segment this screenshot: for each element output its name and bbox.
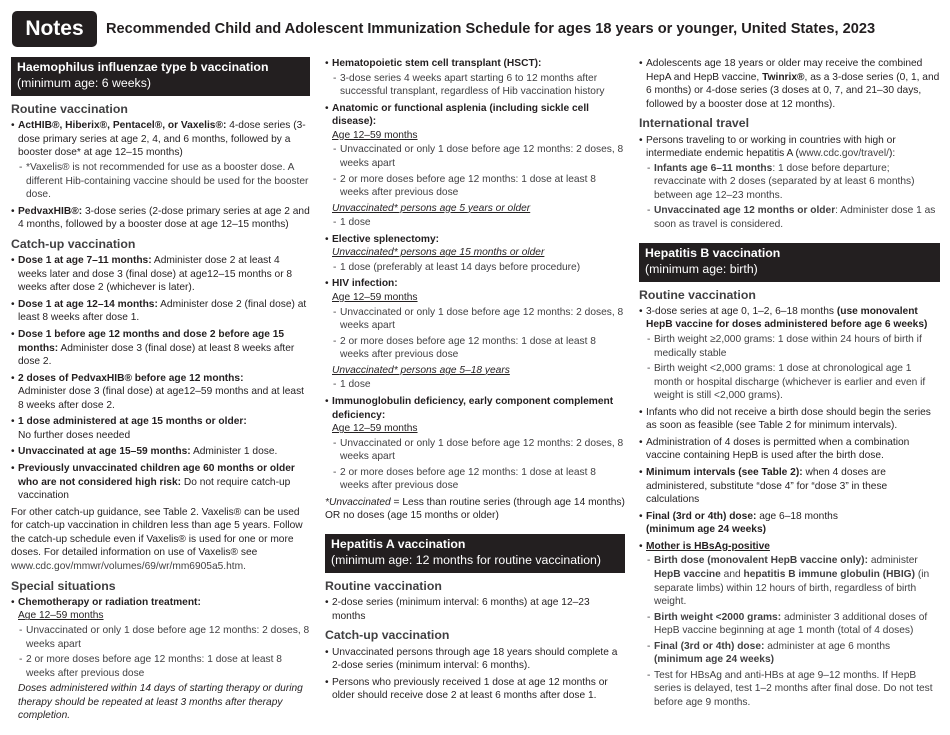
- item-text: 3-dose series (2-dose primary series at age 2 and 4 months, followed by a booster dose at age 12–15 months): [18, 205, 310, 231]
- sub-item: - 2 or more doses before age 12 months: 1 dose at least 8 weeks after previous dose: [332, 466, 625, 493]
- list-item: [325, 102, 625, 230]
- hib-catchup-list: [11, 254, 310, 503]
- sub-item: - 2 or more doses before age 12 months: 1 dose at least 8 weeks after previous dose: [332, 335, 625, 362]
- hepa-catchup-heading: Catch-up vaccination: [325, 628, 450, 643]
- sub-item: - 1 dose: [332, 378, 625, 392]
- list-item: [11, 119, 310, 201]
- item-text: , as a 3-dose series (0, 1, and 6 months) or 4-dose series (3 doses at 0, 7, and 21–30 days, followed by a booster dose at 12 months).: [646, 71, 940, 110]
- item-bold: HepB vaccine: [654, 568, 721, 580]
- item-bold: Twinrix®: [762, 71, 805, 83]
- item-text: Do not require catch-up vaccination: [18, 476, 291, 502]
- item-bold: Dose 1 at age 7–11 months:: [18, 255, 152, 267]
- hepa-travel-heading: International travel: [639, 116, 750, 131]
- hib-catchup-heading: Catch-up vaccination: [11, 236, 136, 251]
- item-text: 3-dose series at age 0, 1–2, 6–18 months: [646, 305, 837, 317]
- list-item: [325, 233, 625, 275]
- sub-item: - Unvaccinated or only 1 dose before age 12 months: 2 doses, 8 weeks apart: [332, 437, 625, 464]
- hepa-routine-list: [325, 596, 625, 623]
- hib-banner-subtitle: (minimum age: 6 weeks): [17, 75, 151, 90]
- hepb-routine-list: [639, 305, 940, 710]
- hepa-banner-title: Hepatitis A vaccination: [331, 537, 466, 551]
- note-text: For other catch-up guidance, see Table 2. Vaxelis® can be used for catch-up vaccination in children less than age 5 years. Follow the catch-up schedule even if Vaxelis® is used for one or more doses. For detailed information on use of Vaxelis® see: [11, 506, 303, 559]
- column-2: [325, 57, 625, 706]
- item-bold: Previously unvaccinated children age 60 months or older who are not considered high risk:: [18, 463, 295, 488]
- item-text: : Administer dose 1 as soon as travel is considered.: [654, 205, 936, 230]
- list-item: [11, 205, 310, 232]
- hib-special-list-cont: [325, 57, 625, 493]
- sub-item: - Unvaccinated or only 1 dose before age 12 months: 2 doses, 8 weeks apart: [332, 306, 625, 333]
- unvaccinated-footnote: [325, 496, 625, 523]
- item-text: administer: [867, 555, 918, 567]
- list-item: [325, 57, 625, 99]
- item-bold: • 2 doses of PedvaxHIB® before age 12 months:: [18, 372, 244, 384]
- age-label: Age 12–59 months: [18, 610, 104, 622]
- item-bold: Infants age 6–11 months: [654, 162, 773, 174]
- travel-link[interactable]: www.cdc.gov/travel/: [798, 148, 889, 160]
- footnote-text: = Less than routine series (through age 14 months) OR no doses (age 15 months or older): [325, 496, 625, 522]
- item-text: Administer dose 2 (final dose) at least 8 weeks after dose 1.: [18, 298, 307, 324]
- hepa-catchup-list: [325, 646, 625, 703]
- sub-item: - Birth weight ≥2,000 grams: 1 dose within 24 hours of birth if medically stable: [646, 333, 940, 360]
- hepa-routine-heading: Routine vaccination: [325, 578, 442, 593]
- item-bold: Dose 1 before age 12 months and dose 2 before age 15 months:: [18, 328, 285, 354]
- list-item: [11, 445, 310, 459]
- sub-item: [646, 611, 940, 638]
- mmwr-link[interactable]: www.cdc.gov/mmwr/volumes/69/wr/mm6905a5.htm.: [11, 560, 246, 572]
- list-item: [11, 372, 310, 413]
- list-item: • 2-dose series (minimum interval: 6 months) at age 12–23 months: [325, 596, 625, 623]
- list-item: [639, 466, 940, 507]
- list-item: [11, 254, 310, 295]
- footnote-term: *Unvaccinated: [325, 496, 391, 508]
- item-text: age 6–18 months: [756, 510, 838, 522]
- item-bold: ActHIB®, Hiberix®, Pentacel®, or Vaxelis®:: [18, 120, 227, 132]
- column-1: [11, 57, 310, 726]
- item-text: Administer dose 3 (final dose) at least 8 weeks after dose 2.: [18, 342, 295, 368]
- unvac-label: Unvaccinated* persons age 15 months or older: [332, 247, 545, 259]
- list-item: [11, 415, 310, 442]
- hib-banner: [11, 57, 310, 96]
- item-bold: Unvaccinated at age 15–59 months:: [18, 446, 191, 458]
- item-text: No further doses needed: [18, 429, 131, 441]
- list-item: [11, 328, 310, 369]
- list-item: [639, 57, 940, 111]
- hepa-travel-list: [639, 134, 940, 232]
- item-text: Administer dose 3 (final dose) at age12–59 months and at least 8 weeks after dose 2.: [18, 386, 304, 411]
- item-text: : 1 dose before departure; revaccinate with 2 doses (separated by at least 6 months) between age 12–23 months.: [654, 162, 915, 201]
- sub-item: - 2 or more doses before age 12 months: 1 dose at least 8 weeks after previous dose: [18, 653, 310, 680]
- list-item: [11, 298, 310, 325]
- list-item: [639, 134, 940, 232]
- sub-item: - 1 dose: [332, 216, 625, 230]
- sub-item: - Unvaccinated or only 1 dose before age 12 months: 2 doses, 8 weeks apart: [332, 143, 625, 170]
- list-item: [325, 395, 625, 493]
- hib-special-list: [11, 596, 310, 723]
- chemo-note: Doses administered within 14 days of starting therapy or during therapy should be repeated at least 3 months after therapy completion.: [18, 683, 303, 722]
- item-text: (in separate limbs) within 12 hours of birth, regardless of birth weight.: [654, 568, 930, 608]
- list-item: [639, 540, 940, 710]
- hepa-banner: [325, 534, 625, 573]
- item-bold: Chemotherapy or radiation treatment:: [18, 596, 201, 608]
- age-label: Age 12–59 months: [332, 423, 418, 435]
- item-text: administer 3 additional doses of HepB vaccine beginning at age 1 month (total of 4 doses): [654, 611, 928, 637]
- list-item: • Administration of 4 doses is permitted when a combination vaccine containing HepB is used after the birth dose.: [639, 436, 940, 463]
- sub-item: - 2 or more doses before age 12 months: 1 dose at least 8 weeks after previous dose: [332, 173, 625, 200]
- item-bold: hepatitis B immune globulin (HBIG): [743, 568, 915, 580]
- item-text: Persons traveling to or working in countries with high or intermediate endemic hepatitis A (: [646, 134, 896, 160]
- item-text: when 4 doses are administered, substitute “dose 4” for “dose 3” in these calculations: [646, 467, 888, 506]
- list-item: • Infants who did not receive a birth dose should begin the series as soon as feasible (see Table 2 for minimum intervals).: [639, 406, 940, 433]
- item-bold: Hematopoietic stem cell transplant (HSCT):: [332, 58, 542, 69]
- page-title: Recommended Child and Adolescent Immunization Schedule for ages 18 years or younger, United States, 2023: [106, 21, 876, 37]
- hepa-banner-subtitle: (minimum age: 12 months for routine vaccination): [331, 552, 601, 567]
- list-item: [11, 596, 310, 723]
- sub-item: - Test for HBsAg and anti-HBs at age 9–12 months. If HepB series is delayed, test 1–2 months after final dose. Do not test before age 9 months.: [646, 669, 940, 710]
- list-item: [11, 462, 310, 503]
- item-bold: Minimum intervals (see Table 2):: [646, 467, 803, 479]
- hib-special-heading: Special situations: [11, 578, 116, 593]
- item-text: Administer 1 dose.: [190, 446, 278, 458]
- hib-routine-list: [11, 119, 310, 232]
- list-item: [639, 510, 940, 537]
- item-bold: Anatomic or functional asplenia (including sickle cell disease):: [332, 102, 590, 128]
- item-text: Adolescents age 18 years or older may receive the combined HepA and HepB vaccine,: [646, 58, 923, 83]
- item-bold: Birth weight <2000 grams:: [654, 611, 782, 623]
- item-bold: Immunoglobulin deficiency, early component complement deficiency:: [332, 395, 614, 421]
- hepb-banner: [639, 243, 940, 282]
- item-bold: Final (3rd or 4th) dose:: [646, 510, 757, 522]
- unvac-label: Unvaccinated* persons age 5–18 years: [332, 364, 510, 376]
- age-label: Age 12–59 months: [332, 129, 418, 141]
- item-bold: Mother is HBsAg-positive: [646, 540, 770, 552]
- list-item: • Persons who previously received 1 dose at age 12 months or older should receive dose 2 at least 6 months after dose 1.: [325, 676, 625, 703]
- item-bold: • 1 dose administered at age 15 months or older:: [18, 416, 247, 428]
- sub-item: [646, 162, 940, 203]
- sub-item: [646, 554, 940, 608]
- sub-item: - 1 dose (preferably at least 14 days before procedure): [332, 261, 625, 275]
- sub-item: - Birth weight <2,000 grams: 1 dose at chronological age 1 month or hospital discharge (whichever is earlier and even if weight is still <2,000 grams).: [646, 362, 940, 403]
- hib-banner-title: Haemophilus influenzae type b vaccination: [17, 60, 269, 74]
- item-bold: PedvaxHIB®:: [18, 205, 83, 217]
- item-text: 4-dose series (3-dose primary series at age 2, 4, and 6 months, followed by a booster dose* at age 12–15 months): [18, 120, 306, 159]
- age-label: Age 12–59 months: [332, 292, 418, 303]
- item-text: ):: [888, 148, 896, 160]
- item-bold: HIV infection:: [332, 278, 398, 290]
- header: [12, 11, 942, 47]
- item-text: Administer dose 2 at least 4 weeks later and dose 3 (final dose) at age12–15 months or 8 weeks after dose 2 (whichever is later).: [18, 255, 293, 294]
- sub-item: [646, 640, 940, 667]
- hepb-routine-heading: Routine vaccination: [639, 287, 756, 302]
- hib-catchup-note: [11, 506, 310, 574]
- item-bold: Dose 1 at age 12–14 months:: [18, 298, 158, 310]
- hepa-catchup-list-cont: [639, 57, 940, 111]
- sub-item: - *Vaxelis® is not recommended for use as a booster dose. A different Hib-containing vaccine should be used for the booster dose.: [18, 161, 310, 202]
- hepb-banner-title: Hepatitis B vaccination: [645, 245, 781, 260]
- item-text: administer at age 6 months: [764, 640, 891, 652]
- hib-routine-heading: Routine vaccination: [11, 101, 128, 116]
- item-bold: (minimum age 24 weeks): [654, 654, 775, 666]
- item-bold: Unvaccinated age 12 months or older: [654, 205, 836, 217]
- hepb-banner-subtitle: (minimum age: birth): [645, 261, 758, 276]
- item-bold: (minimum age 24 weeks): [646, 524, 767, 536]
- column-3: [639, 57, 940, 713]
- item-bold: Final (3rd or 4th) dose:: [654, 640, 765, 652]
- list-item: [639, 305, 940, 403]
- sub-item: - 3-dose series 4 weeks apart starting 6 to 12 months after successful transplant, regardless of Hib vaccination history: [332, 72, 625, 99]
- item-bold: (use monovalent HepB vaccine for doses administered before age 6 weeks): [646, 305, 928, 331]
- unvac-label: Unvaccinated* persons age 5 years or older: [332, 202, 531, 214]
- item-bold: Birth dose (monovalent HepB vaccine only):: [654, 555, 868, 567]
- notes-label: Notes: [12, 11, 97, 47]
- list-item: • Unvaccinated persons through age 18 years should complete a 2-dose series (minimum interval: 6 months).: [325, 646, 625, 673]
- sub-item: - Unvaccinated or only 1 dose before age 12 months: 2 doses, 8 weeks apart: [18, 624, 310, 651]
- sub-item: [646, 204, 940, 231]
- list-item: [325, 277, 625, 392]
- item-text: and: [720, 568, 744, 580]
- item-bold: Elective splenectomy:: [332, 233, 440, 245]
